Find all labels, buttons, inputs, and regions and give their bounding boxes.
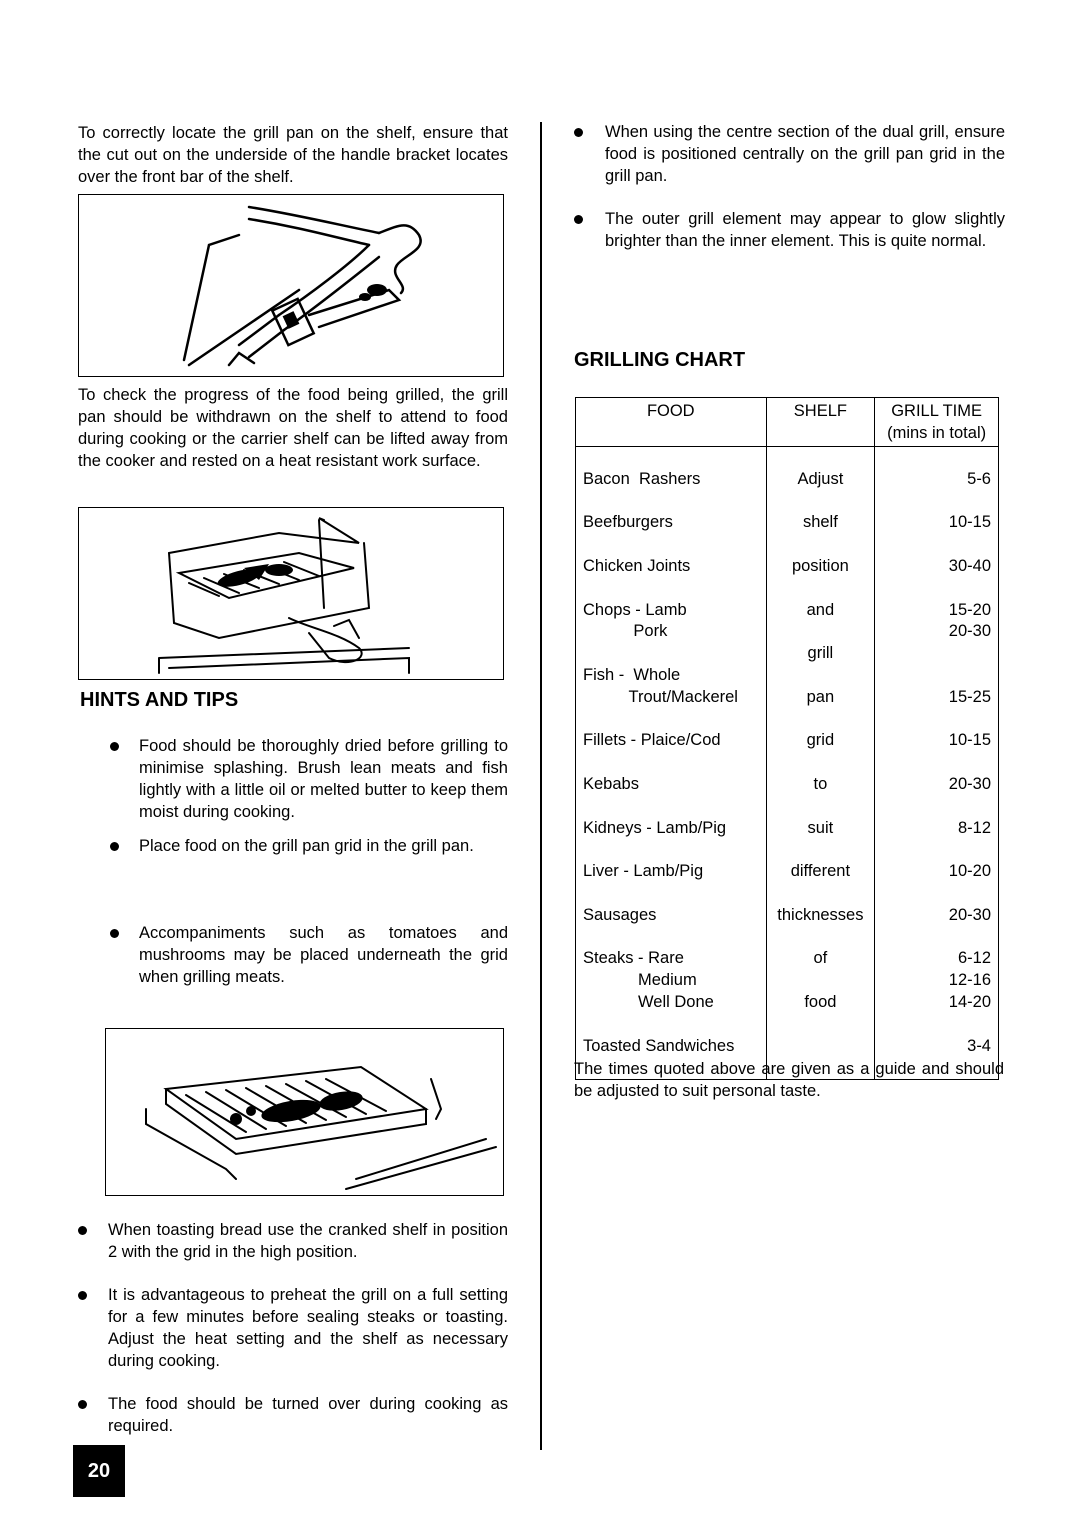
time-cell: 20-30: [948, 622, 991, 641]
shelf-cell: [767, 447, 875, 469]
food-cell: Liver - Lamb/Pig: [583, 862, 704, 881]
header-grill-time-unit: (mins in total): [887, 424, 987, 442]
tip-bullet-2: [78, 1284, 508, 1372]
time-cell: 20-30: [948, 774, 991, 793]
food-cell: [576, 643, 766, 665]
time-cell: 20-30: [948, 905, 991, 924]
time-cell: [875, 709, 998, 731]
time-cell: [875, 491, 998, 513]
food-cell: [576, 839, 766, 861]
shelf-cell: [767, 1014, 875, 1036]
shelf-cell: [767, 839, 875, 861]
food-cell: Well Done: [583, 992, 714, 1011]
food-cell: Bacon Rashers: [583, 469, 701, 488]
food-cell: Medium: [583, 971, 697, 990]
food-cell: [576, 447, 766, 469]
time-cell: [875, 1014, 998, 1036]
food-cell: Fillets - Plaice/Cod: [583, 731, 721, 750]
time-cell: 12-16: [948, 971, 991, 990]
grilling-chart-table: [575, 397, 999, 1080]
right-bullet-2: [574, 208, 1005, 252]
time-cell: [875, 752, 998, 774]
chart-note: The times quoted above are given as a guide and should be adjusted to suit personal taste.: [574, 1060, 1004, 1100]
bullet-icon: [78, 1291, 87, 1300]
shelf-cell: [767, 621, 875, 643]
right-bullet-1: [574, 121, 1005, 187]
food-column: [576, 447, 767, 1080]
food-cell: Kidneys - Lamb/Pig: [583, 818, 727, 837]
intro-paragraph: To correctly locate the grill pan on the shelf, ensure that the cut out on the underside of the handle bracket locates over the front bar of the shelf.: [78, 124, 508, 186]
time-column: [875, 447, 999, 1080]
time-cell: 8-12: [957, 818, 991, 837]
food-cell: Kebabs: [583, 774, 639, 793]
shelf-cell: [767, 534, 875, 556]
time-cell: 6-12: [957, 949, 991, 968]
food-cell: Steaks - Rare: [583, 949, 684, 968]
shelf-cell: [767, 752, 875, 774]
shelf-cell: [767, 927, 875, 949]
food-cell: Chicken Joints: [583, 556, 691, 575]
time-cell: 30-40: [948, 556, 991, 575]
header-shelf: SHELF: [766, 398, 875, 447]
header-grill-time: [875, 398, 999, 447]
time-cell: [875, 447, 998, 469]
tip-text: The food should be turned over during cooking as required.: [108, 1395, 508, 1435]
food-cell: Beefburgers: [583, 513, 673, 532]
tip-text: When toasting bread use the cranked shelf in position 2 with the grid in the high position.: [108, 1221, 508, 1261]
grill-pan-handle-illustration: [78, 194, 504, 377]
bullet-icon: [574, 215, 583, 224]
food-cell: Chops - Lamb: [583, 600, 687, 619]
tip-text: It is advantageous to preheat the grill on a full setting for a few minutes before sealing steaks or toasting. Adjust the heat setting and the shelf as necessary during cooking.: [108, 1286, 508, 1370]
header-grill-time-label: GRILL TIME: [891, 402, 982, 420]
time-cell: [875, 643, 998, 665]
food-cell: [576, 578, 766, 600]
time-cell: [875, 796, 998, 818]
food-cell: [576, 709, 766, 731]
progress-paragraph: To check the progress of the food being grilled, the grill pan should be withdrawn on the shelf to attend to food during cooking or the carrier shelf can be lifted away from the cooker and rested on a heat resistant work surface.: [78, 386, 508, 470]
food-cell: Pork: [583, 622, 668, 641]
right-bullet-text: When using the centre section of the dual grill, ensure food is positioned centrally on the grill pan grid in the grill pan.: [605, 123, 1005, 185]
header-food: FOOD: [576, 398, 767, 447]
shelf-cell: [767, 883, 875, 905]
shelf-column: [766, 447, 875, 1080]
time-cell: [875, 665, 998, 687]
food-cell: Trout/Mackerel: [583, 687, 738, 706]
shelf-cell: food: [804, 992, 837, 1011]
shelf-cell: [767, 665, 875, 687]
time-cell: [875, 927, 998, 949]
time-cell: 3-4: [967, 1036, 991, 1055]
hints-and-tips-heading: HINTS AND TIPS: [80, 689, 239, 711]
time-cell: [875, 534, 998, 556]
bullet-icon: [110, 742, 119, 751]
shelf-cell: of: [813, 949, 828, 968]
time-cell: [875, 883, 998, 905]
food-cell: [576, 883, 766, 905]
shelf-cell: [767, 709, 875, 731]
tip-bullet-3: [78, 1393, 508, 1437]
right-bullet-text: The outer grill element may appear to glow slightly brighter than the inner element. This is quite normal.: [605, 210, 1005, 250]
shelf-cell: [767, 970, 875, 992]
page-number: 20: [73, 1445, 125, 1497]
shelf-cell: pan: [806, 687, 835, 706]
tip-bullet-1: [78, 1219, 508, 1263]
bullet-icon: [574, 128, 583, 137]
food-cell: Toasted Sandwiches: [583, 1036, 735, 1055]
food-cell: [576, 1014, 766, 1036]
grill-pan-withdrawn-illustration: [78, 507, 504, 680]
hint-text: Accompaniments such as tomatoes and mushrooms may be placed underneath the grid when grilling meats.: [139, 924, 508, 986]
hint-bullet-2: [110, 835, 508, 857]
bullet-icon: [78, 1400, 87, 1409]
hint-text: Food should be thoroughly dried before grilling to minimise splashing. Brush lean meats and fish lightly with a little oil or melted butter to keep them moist during cooking.: [139, 737, 508, 821]
time-cell: 10-15: [948, 731, 991, 750]
shelf-cell: shelf: [802, 513, 838, 532]
shelf-cell: position: [791, 556, 849, 575]
bullet-icon: [78, 1226, 87, 1235]
shelf-cell: [767, 491, 875, 513]
time-cell: [875, 839, 998, 861]
shelf-cell: grill: [807, 644, 834, 663]
food-cell: [576, 491, 766, 513]
food-cell: [576, 796, 766, 818]
hint-bullet-1: [110, 735, 508, 823]
shelf-cell: and: [806, 600, 835, 619]
grill-pan-food-illustration: [105, 1028, 504, 1196]
food-cell: Sausages: [583, 905, 657, 924]
shelf-cell: grid: [806, 731, 835, 750]
shelf-cell: suit: [807, 818, 834, 837]
shelf-cell: thicknesses: [777, 905, 864, 924]
table-header-row: [576, 398, 999, 447]
food-cell: [576, 927, 766, 949]
hint-text: Place food on the grill pan grid in the grill pan.: [139, 837, 474, 855]
shelf-cell: [767, 1036, 875, 1058]
time-cell: 10-20: [948, 862, 991, 881]
food-cell: [576, 752, 766, 774]
time-cell: 14-20: [948, 992, 991, 1011]
shelf-cell: to: [813, 774, 828, 793]
shelf-cell: different: [790, 862, 851, 881]
bullet-icon: [110, 842, 119, 851]
shelf-cell: [767, 578, 875, 600]
table-body-row: [576, 447, 999, 1080]
time-cell: 5-6: [967, 469, 991, 488]
time-cell: 10-15: [948, 513, 991, 532]
food-cell: Fish - Whole: [583, 665, 681, 684]
shelf-cell: Adjust: [797, 469, 844, 488]
time-cell: 15-20: [948, 600, 991, 619]
grilling-chart-heading: GRILLING CHART: [574, 349, 746, 371]
column-divider: [540, 122, 542, 1450]
shelf-cell: [767, 796, 875, 818]
food-cell: [576, 534, 766, 556]
time-cell: 15-25: [948, 687, 991, 706]
time-cell: [875, 578, 998, 600]
hint-bullet-3: [110, 922, 508, 988]
bullet-icon: [110, 929, 119, 938]
